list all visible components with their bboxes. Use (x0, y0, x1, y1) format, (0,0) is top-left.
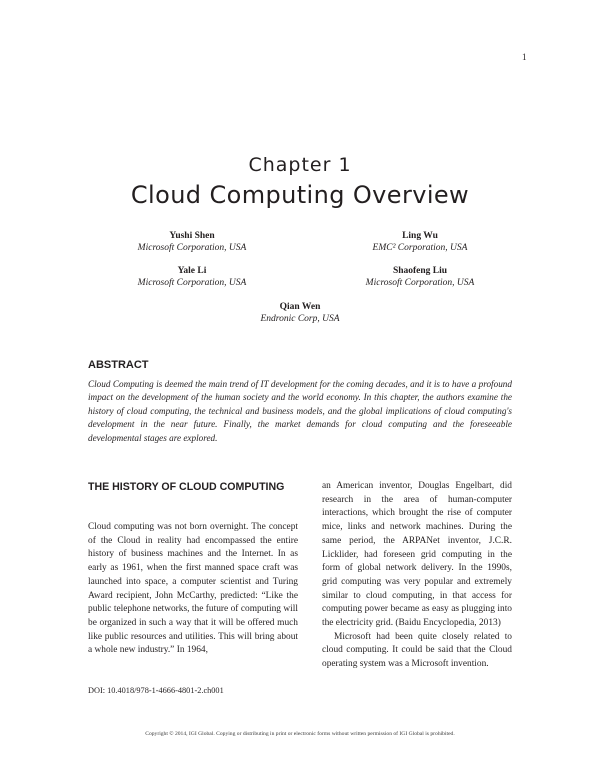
body-paragraph: Microsoft had been quite closely related to cloud computing. It could be said that the Cloud operating system was a Microsoft invention. (322, 631, 512, 670)
author-name: Yushi Shen (169, 231, 215, 241)
body-paragraph: an American inventor, Douglas Engelbart, did research in the area of human-computer interactions, which brought the rise of computer mice, links and network machines. During the same period, the ARPANet inventor, J.C.R. Licklider, had foreseen grid computing in the form of global network delivery. In the 1990s, grid computing was very popular and extremely similar to cloud computing, in that access for computing power became as easy as plugging into the electricity grid. (Baidu Encyclopedia, 2013) (322, 481, 512, 629)
author-affiliation: Microsoft Corporation, USA (137, 243, 247, 253)
author-block (320, 265, 520, 289)
chapter-label: Chapter 1 (248, 154, 352, 176)
author-name: Yale Li (177, 266, 207, 276)
page-number: 1 (522, 52, 527, 62)
author-affiliation: Microsoft Corporation, USA (365, 278, 475, 288)
abstract-text: Cloud Computing is deemed the main trend of IT development for the coming decades, and it is to have a profound impact on the development of the human society and the world economy. In this chapter, the authors examine the history of cloud computing, the technical and business models, and the global implications of cloud computing's development in the near future. Finally, the market demands for cloud computing and the foreseeable developmental stages are explored. (88, 379, 512, 443)
author-affiliation: Endronic Corp, USA (260, 314, 340, 324)
section-heading: THE HISTORY OF CLOUD COMPUTING (88, 481, 285, 493)
author-affiliation: EMC² Corporation, USA (372, 243, 468, 253)
left-column (88, 521, 298, 658)
body-paragraph: Cloud computing was not born overnight. The concept of the Cloud in reality had encompassed the entire history of business machines and the Internet. In as early as 1961, when the first manned space craft was launched into space, a computer scientist and Turing Award recipient, John McCarthy, predicted: “Like the public telephone networks, the future of computing will be organized in such a way that it will be offered much like public resources and utilities. This will bring about a whole new industry.” In 1964, (88, 522, 298, 656)
author-name: Shaofeng Liu (392, 266, 448, 276)
author-affiliation: Microsoft Corporation, USA (137, 278, 247, 288)
author-block (92, 265, 292, 289)
author-block (92, 230, 292, 254)
doi-line: DOI: 10.4018/978-1-4666-4801-2.ch001 (88, 686, 224, 695)
author-block (320, 230, 520, 254)
copyright-footer: Copyright © 2014, IGI Global. Copying or distributing in print or electronic forms without written permission of IGI Global is prohibited. (145, 731, 455, 737)
author-name: Qian Wen (279, 302, 321, 312)
chapter-title: Cloud Computing Overview (130, 181, 470, 209)
author-name: Ling Wu (402, 231, 438, 241)
chapter-header (0, 154, 600, 210)
right-column (322, 480, 512, 672)
author-block (200, 301, 400, 325)
abstract-heading: ABSTRACT (88, 359, 149, 371)
